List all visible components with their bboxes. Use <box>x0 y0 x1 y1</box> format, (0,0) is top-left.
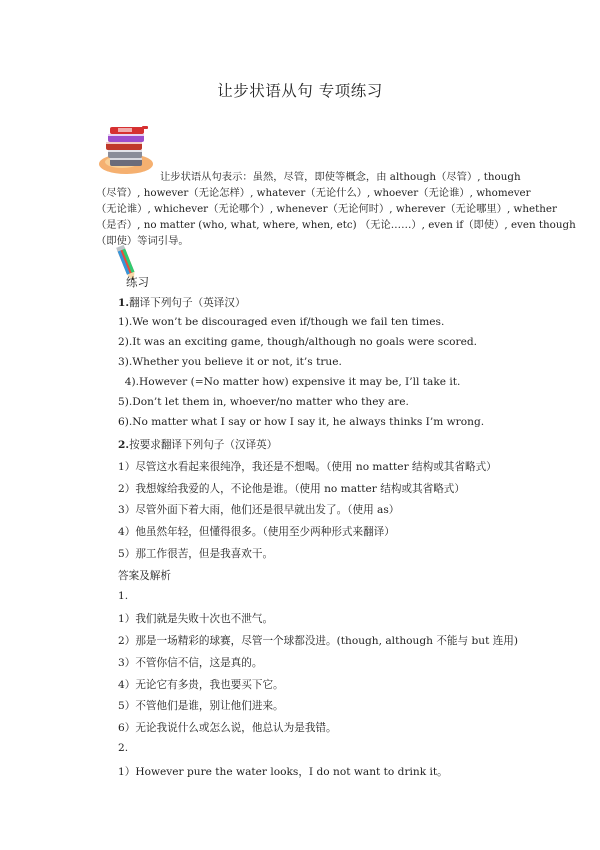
books-clipart-icon <box>96 124 158 176</box>
section2-item: 3）尽管外面下着大雨，他们还是很早就出发了。（使用 as） <box>118 504 400 516</box>
section1-item: 3).Whether you believe it or not, it’s true. <box>118 356 342 368</box>
intro-line: （即使）等词引导。 <box>96 235 189 247</box>
section1-item: 5).Don’t let them in, whoever/no matter who they are. <box>118 396 409 408</box>
section2-item: 4）他虽然年轻，但懂得很多。（使用至少两种形式来翻译） <box>118 526 395 538</box>
section2-title: 按要求翻译下列句子（汉译英） <box>129 439 278 451</box>
section2-item: 2）我想嫁给我爱的人，不论他是谁。（使用 no matter 结构或其省略式） <box>118 483 465 495</box>
page-title: 让步状语从句 专项练习 <box>217 82 383 100</box>
section1-number: 1. <box>118 297 130 309</box>
answer-item: 6）无论我说什么或怎么说，他总认为是我错。 <box>118 722 337 734</box>
section1-heading <box>118 295 246 310</box>
answer-item: 5）不管他们是谁，别让他们进来。 <box>118 700 284 712</box>
answer-item: 1）我们就是失败十次也不泄气。 <box>118 613 274 625</box>
section2-number: 2. <box>118 439 130 451</box>
intro-line: 让步状语从句表示：虽然，尽管，即使等概念，由 although（尽管）, though <box>160 171 521 183</box>
section2-heading <box>118 437 277 452</box>
answer-item: 2）那是一场精彩的球赛，尽管一个球都没进。(though, although 不能与 but 连用) <box>118 635 519 647</box>
section1-item: 6).No matter what I say or how I say it, he always thinks I’m wrong. <box>118 416 485 428</box>
section2-item: 1）尽管这水看起来很纯净，我还是不想喝。（使用 no matter 结构或其省略式） <box>118 461 497 473</box>
intro-line: （无论谁）, whichever（无论哪个）, whenever（无论何时）, wherever（无论哪里）, whether <box>96 203 557 215</box>
answer-item: 1）However pure the water looks，I do not want to drink it。 <box>118 766 448 778</box>
intro-line: （尽管）, however（无论怎样）, whatever（无论什么）, whoever（无论谁）, whomever <box>96 187 531 199</box>
section1-item: 4).However (=No matter how) expensive it may be, I’ll take it. <box>118 376 461 388</box>
section1-item: 2).It was an exciting game, though/although no goals were scored. <box>118 336 477 348</box>
intro-line: （是否）, no matter (who, what, where, when, etc) （无论……）, even if（即使）, even though <box>96 219 576 231</box>
answers-heading: 答案及解析 <box>118 570 171 582</box>
practice-label: 练习 <box>126 275 149 289</box>
answer-item: 3）不管你信不信，这是真的。 <box>118 657 263 669</box>
section1-title: 翻译下列句子（英译汉） <box>129 297 246 309</box>
answers-part2-label: 2. <box>118 742 129 754</box>
answer-item: 4）无论它有多贵，我也要买下它。 <box>118 679 284 691</box>
section1-item: 1).We won’t be discouraged even if/though we fail ten times. <box>118 316 445 328</box>
answers-part1-label: 1. <box>118 590 129 602</box>
section2-item: 5）那工作很苦，但是我喜欢干。 <box>118 548 274 560</box>
